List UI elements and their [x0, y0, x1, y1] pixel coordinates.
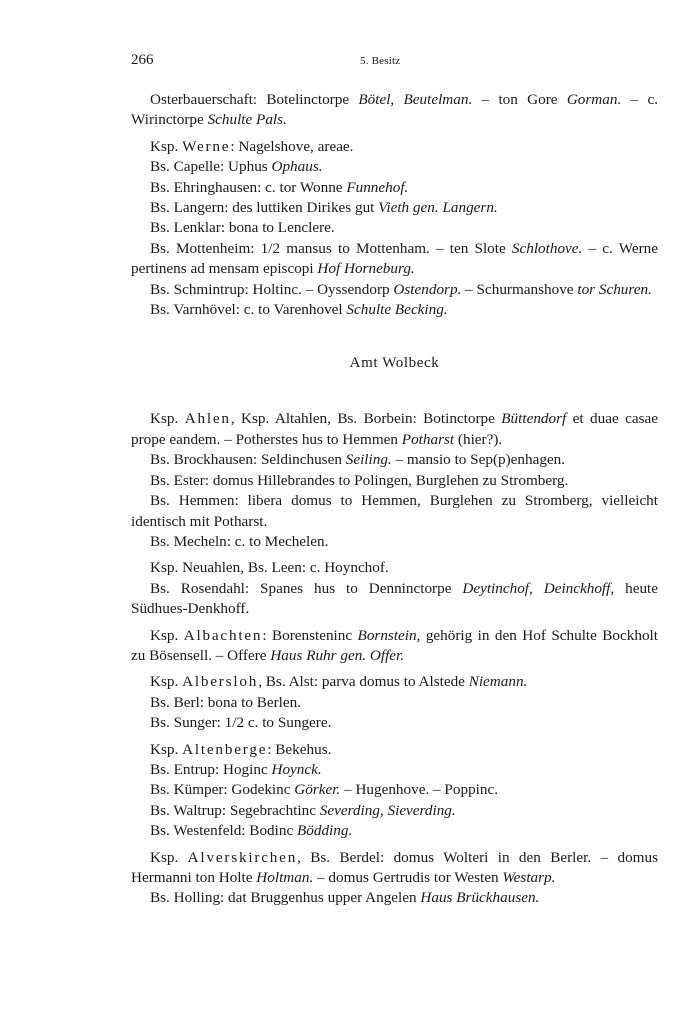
entry-paragraph [131, 280, 658, 300]
text-run: Osterbauerschaft: Botelinctorpe [150, 91, 359, 108]
text-run: Bs. Kümper: Godekinc [150, 781, 295, 799]
text-run: Ksp. [150, 740, 183, 758]
text-run: Bs. Hemmen: libera domus to Hemmen, Burglehen zu Stromberg, vielleicht identisch mit Potharst. [131, 492, 658, 530]
parish-name: Werne [182, 137, 231, 155]
italic-name: Ostendorp. [393, 280, 462, 298]
entry-paragraph [131, 157, 658, 177]
entry-paragraph [131, 672, 658, 692]
italic-name: Westarp. [502, 869, 556, 886]
italic-name: Potharst [401, 430, 455, 448]
italic-name: Vieth gen. Langern. [378, 199, 498, 217]
section-heading: Amt Wolbeck [349, 355, 440, 372]
entry-paragraph [131, 137, 658, 157]
italic-name: Schlothove. [511, 239, 583, 257]
entry-paragraph [131, 780, 658, 800]
text-run: Ksp. [150, 848, 188, 866]
italic-name: Hoynck. [271, 760, 322, 778]
italic-name: Bödding. [296, 822, 353, 840]
text-run: – domus Gertrudis tor Westen [313, 869, 503, 886]
text-run: Ksp. [150, 410, 185, 428]
text-run: , Ksp. Altahlen, Bs. Borbein: Botinctorpe [230, 410, 502, 428]
text-run: Bs. Westenfeld: Bodinc [150, 822, 297, 840]
entry-paragraph [131, 491, 658, 532]
text-run: Bs. Mottenheim: 1/2 mansus to Mottenham. – ten Slote [150, 239, 512, 257]
text-run: : Borensteninc [262, 626, 358, 644]
italic-name: Niemann. [468, 673, 528, 691]
entry-paragraph [131, 198, 658, 218]
entry-paragraph [131, 579, 658, 620]
italic-name: Gorman. [566, 91, 622, 108]
text-run: – ton Gore [472, 91, 567, 108]
entry-paragraph [131, 450, 658, 470]
parish-name: Alverskirchen [187, 848, 298, 866]
entry-paragraph [131, 409, 658, 450]
text-run: Bs. Sunger: 1/2 c. to Sungere. [150, 714, 332, 732]
text-run: Ksp. Neuahlen, Bs. Leen: c. Hoynchof. [150, 559, 389, 577]
text-run: et duae casae prope eandem. – Potherstes hus to Hemmen [131, 410, 658, 448]
text-run: Bs. Mecheln: c. to Mechelen. [150, 532, 329, 550]
page-number: 266 [131, 52, 154, 68]
entry-paragraph [131, 239, 658, 280]
entry-paragraph [131, 300, 658, 320]
running-title: 5. Besitz [360, 55, 401, 67]
entry-paragraph [131, 740, 658, 760]
italic-name: tor Schuren. [577, 280, 652, 298]
italic-name: Deytinchof, Deinckhoff, [462, 579, 615, 597]
italic-name: Holtman. [256, 869, 314, 886]
parish-name: Albachten [183, 626, 263, 644]
text-run: Bs. Varnhövel: c. to Varenhovel [150, 301, 347, 319]
text-run: Bs. Capelle: Uphus [150, 158, 272, 176]
text-run: – Hugenhove. – Poppinc. [340, 781, 499, 799]
italic-name: Haus Brückhausen. [420, 889, 540, 907]
entry-paragraph [131, 848, 658, 889]
entry-paragraph [131, 471, 658, 491]
entry-paragraph [131, 801, 658, 821]
text-run: Bs. Ester: domus Hillebrandes to Polingen, Burglehen zu Stromberg. [150, 471, 569, 489]
italic-name: Schulte Pals. [207, 111, 287, 129]
text-run: Bs. Berl: bona to Berlen. [150, 693, 302, 711]
text-run: : Bekehus. [267, 740, 332, 758]
text-run: Bs. Rosendahl: Spanes hus to Denninctorpe [150, 579, 463, 597]
entry-paragraph [131, 532, 658, 552]
body-text [131, 90, 658, 909]
italic-name: Bötel, Beutelman. [358, 91, 473, 108]
text-run: Ksp. [150, 673, 183, 691]
italic-name: Seiling. [345, 451, 392, 469]
text-run: , Bs. Alst: parva domus to Alstede [258, 673, 469, 691]
entry-paragraph [131, 626, 658, 667]
italic-name: Büttendorf [501, 410, 567, 428]
entry-paragraph [131, 558, 658, 578]
text-run: – Schurmanshove [461, 280, 578, 298]
entry-paragraph [131, 178, 658, 198]
italic-name: Haus Ruhr gen. Offer. [270, 646, 405, 664]
italic-name: Hof Horneburg. [317, 260, 415, 278]
parish-name: Altenberge [182, 740, 268, 758]
parish-name: Ahlen [184, 410, 231, 428]
entry-paragraph [131, 90, 658, 131]
text-run: Bs. Langern: des luttiken Dirikes gut [150, 199, 379, 217]
text-run: – c. Werne pertinens ad mensam episcopi [131, 239, 658, 278]
text-run: Bs. Lenklar: bona to Lenclere. [150, 219, 335, 237]
text-run: heute Südhues-Denkhoff. [131, 579, 658, 618]
italic-name: Schulte Becking. [346, 301, 448, 319]
text-run: Bs. Brockhausen: Seldinchusen [150, 451, 346, 469]
text-run: Ksp. [150, 626, 184, 644]
italic-name: Funnehof. [346, 178, 409, 196]
parish-name: Albersloh [182, 673, 259, 691]
italic-name: Bornstein, [357, 626, 421, 644]
entry-paragraph [131, 218, 658, 238]
text-run: Bs. Ehringhausen: c. tor Wonne [150, 178, 347, 196]
text-run: : Nagelshove, areae. [230, 137, 354, 155]
entry-paragraph [131, 713, 658, 733]
text-run: Bs. Schmintrup: Holtinc. – Oyssendorp [150, 280, 394, 298]
entry-paragraph [131, 693, 658, 713]
text-run: – c. Wirinctorpe [131, 91, 658, 129]
italic-name: Görker. [294, 781, 341, 799]
text-run: (hier?). [454, 430, 503, 448]
italic-name: Severding, Sieverding. [319, 801, 456, 819]
text-run: Bs. Waltrup: Segebrachtinc [150, 801, 320, 819]
text-run: Ksp. [150, 137, 183, 155]
entry-paragraph [131, 760, 658, 780]
text-run: Bs. Holling: dat Bruggenhus upper Angelen [150, 889, 421, 907]
italic-name: Ophaus. [271, 158, 323, 176]
entry-paragraph [131, 888, 658, 908]
text-run: – mansio to Sep(p)enhagen. [391, 451, 566, 469]
text-run: , Bs. Berdel: domus Wolteri in den Berler. – domus Hermanni ton Holte [131, 848, 658, 886]
text-run: Bs. Entrup: Hoginc [150, 760, 272, 778]
entry-paragraph [131, 821, 658, 841]
text-run: gehörig in den Hof Schulte Bockholt zu Bösensell. – Offere [131, 626, 658, 664]
